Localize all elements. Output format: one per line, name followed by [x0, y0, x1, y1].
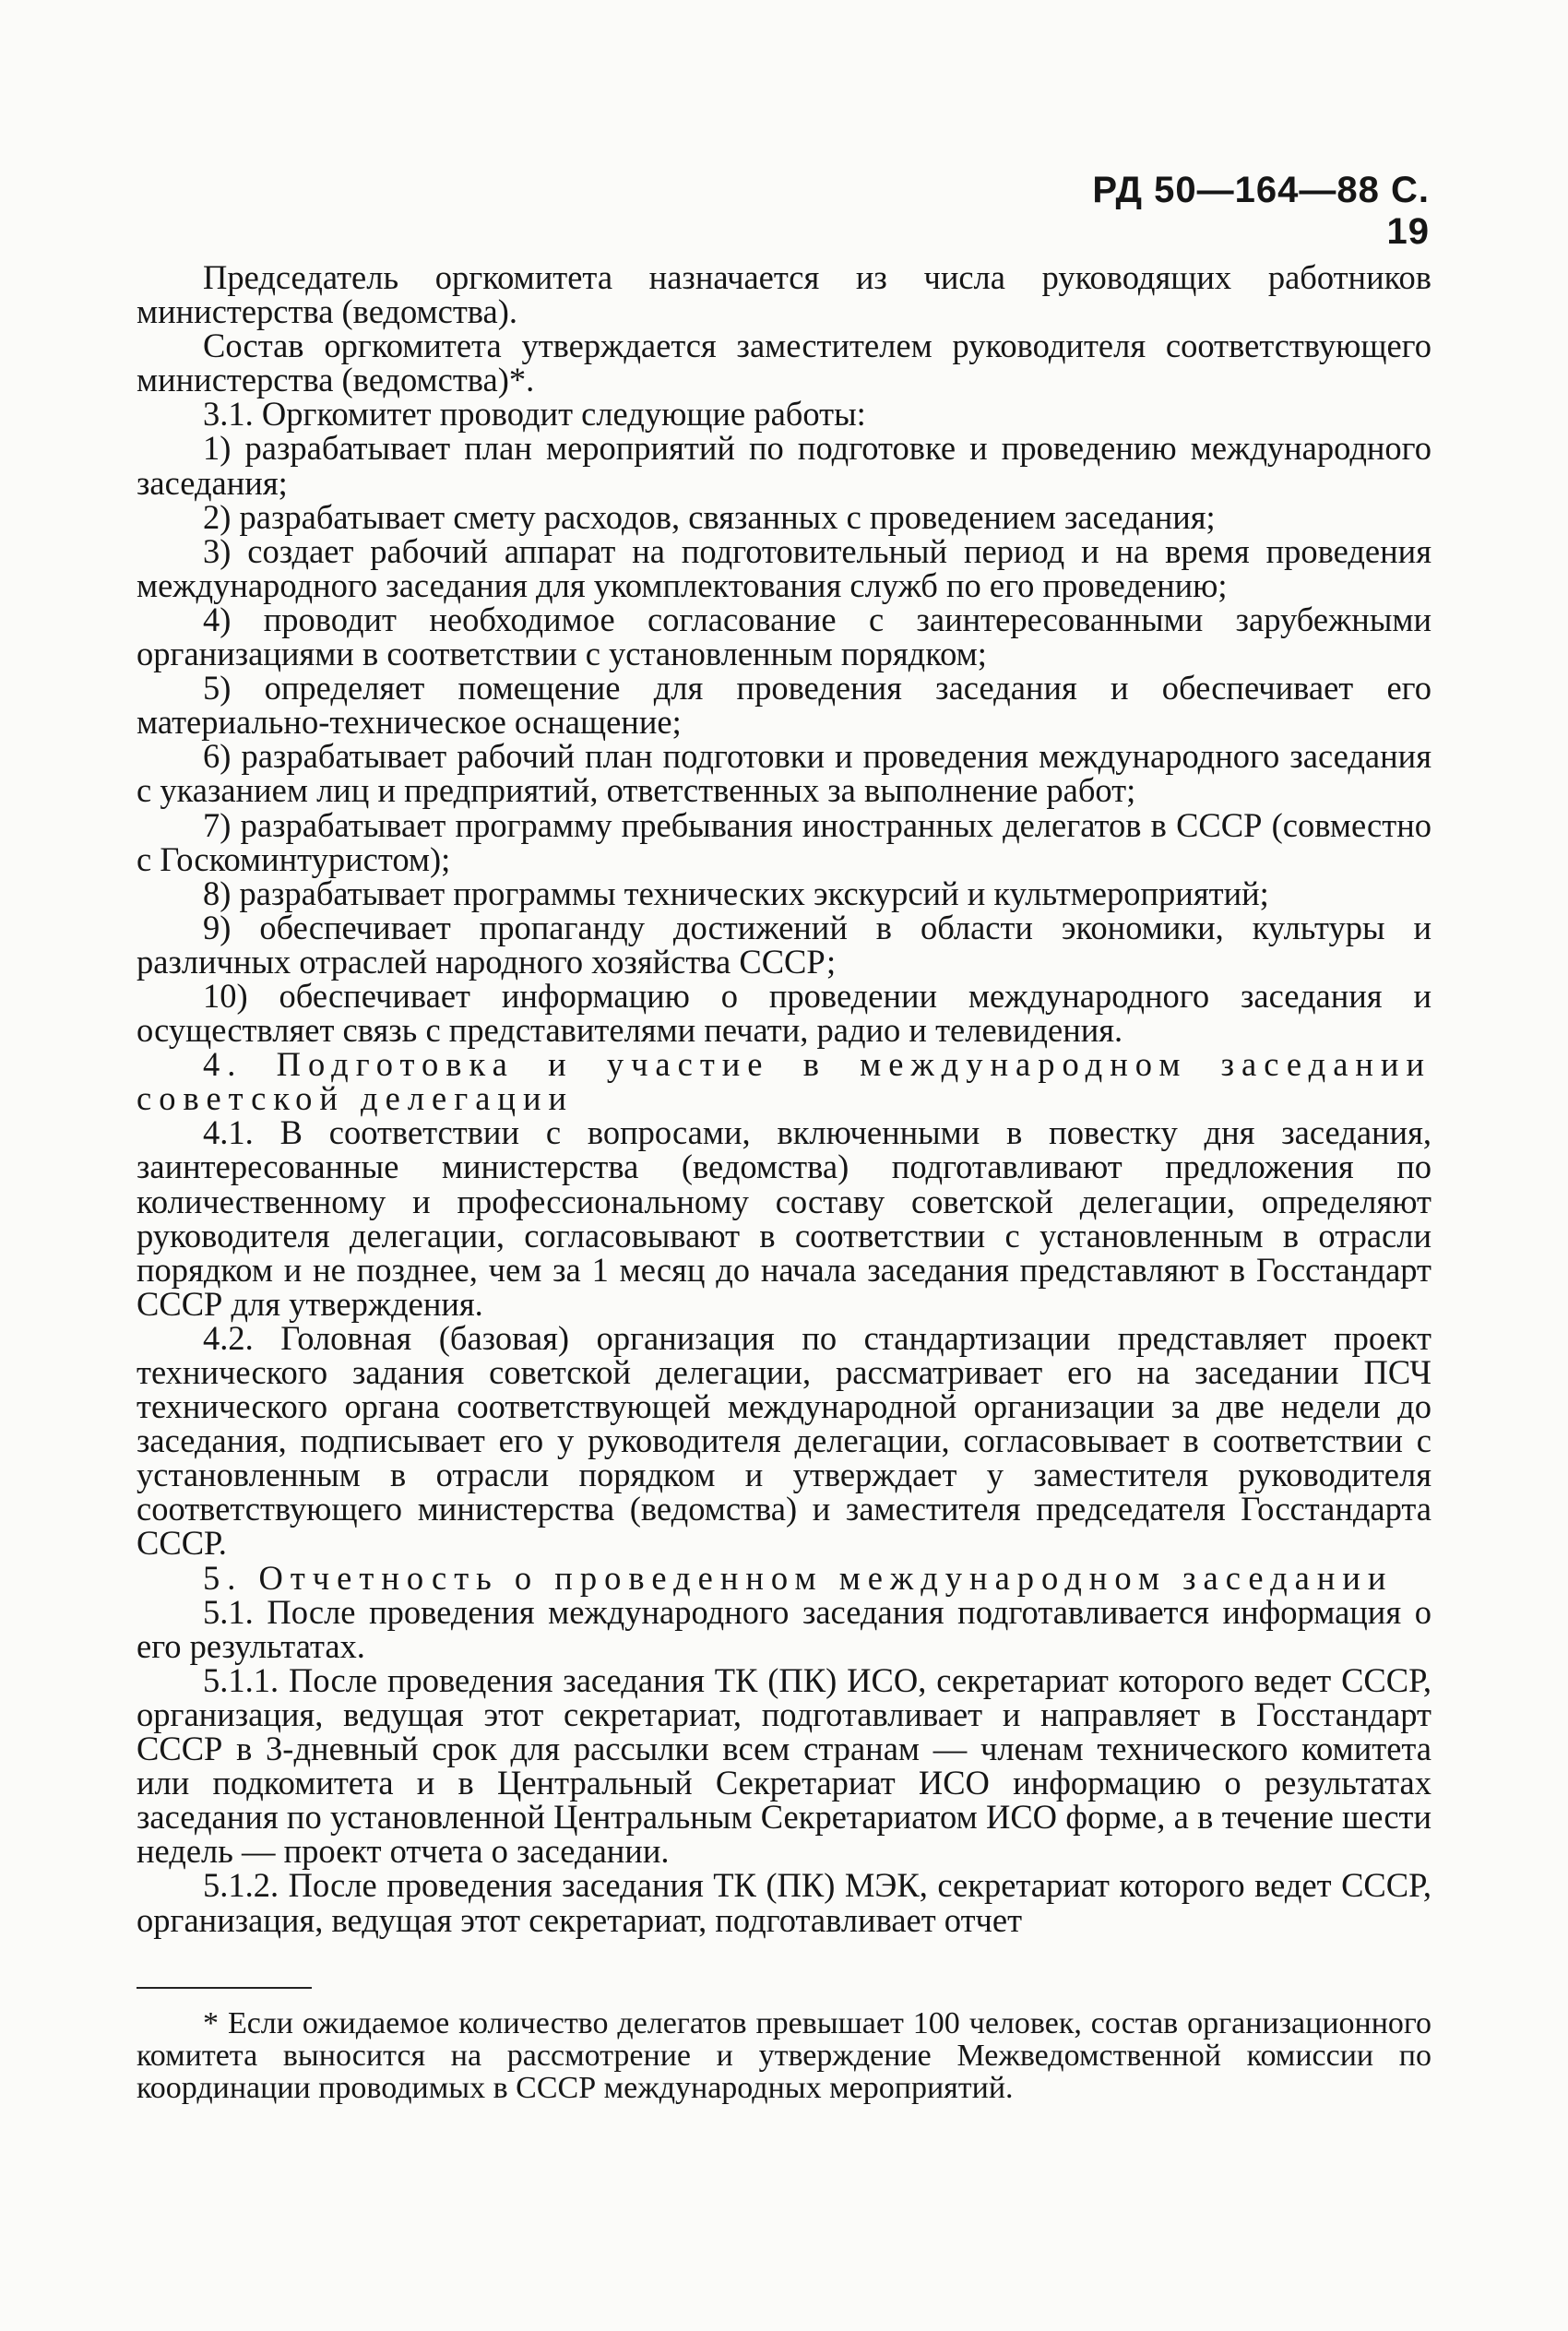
list-item: 7) разрабатывает программу пребывания иностранных делегатов в СССР (совместно с Госкоминтуристом); — [137, 805, 1431, 878]
list-item: 4) проводит необходимое согласование с заинтересованными зарубежными организациями в соответствии с установленным порядком; — [137, 600, 1431, 673]
list-item: 1) разрабатывает план мероприятий по подготовке и проведению международного заседания; — [137, 429, 1431, 502]
list-item: 3) создает рабочий аппарат на подготовительный период и на время проведения международного заседания для укомплектования служб по его проведению; — [137, 531, 1431, 604]
paragraph: 4.1. В соответствии с вопросами, включенными в повестку дня заседания, заинтересованные министерства (ведомства) подготавливают предложения по количественному и профессиональному составу советской делегации, определяют руководителя делегации, согласовывают в соответствии с установленным в отрасли порядком и не позднее, чем за 1 месяц до начала заседания представляют в Госстандарт СССР для утверждения. — [137, 1113, 1431, 1323]
list-item: 6) разрабатывает рабочий план подготовки и проведения международного заседания с указанием лиц и предприятий, ответственных за выполнение работ; — [137, 737, 1431, 810]
footnote-divider — [137, 1987, 312, 1989]
body-text — [137, 260, 1431, 1937]
paragraph: 3.1. Оргкомитет проводит следующие работы: — [203, 395, 866, 434]
list-item: 9) обеспечивает пропаганду достижений в области экономики, культуры и различных отраслей народного хозяйства СССР; — [137, 908, 1431, 981]
footnote: * Если ожидаемое количество делегатов превышает 100 человек, состав организационного комитета выносится на рассмотрение и утверждение Межведомственной комиссии по координации проводимых в СССР международных мероприятий. — [137, 2006, 1431, 2106]
paragraph: 5.1.1. После проведения заседания ТК (ПК) ИСО, секретариат которого ведет СССР, организация, ведущая этот секретариат, подготавливает и направляет в Госстандарт СССР в 3-дневный срок для рассылки всем странам — членам технического комитета или подкомитета и в Центральный Секретариат ИСО информацию о результатах заседания по установленной Центральным Секретариатом ИСО форме, а в течение шести недель — проект отчета о заседании. — [137, 1660, 1431, 1871]
list-item: 2) разрабатывает смету расходов, связанных с проведением заседания; — [203, 497, 1216, 536]
paragraph: 4.2. Головная (базовая) организация по стандартизации представляет проект технического задания советской делегации, рассматривает его на заседании ПСЧ технического органа соответствующей международной организации за две недели до заседания, подписывает его у руководителя делегации, согласовывает в соответствии с установленным в отрасли порядком и утверждает у заместителя руководителя соответствующего министерства (ведомства) и заместителя председателя Госстандарта СССР. — [137, 1318, 1431, 1563]
list-item: 10) обеспечивает информацию о проведении международного заседания и осуществляет связь с представителями печати, радио и телевидения. — [137, 976, 1431, 1050]
list-item: 8) разрабатывает программы технических экскурсий и культмероприятий; — [203, 874, 1269, 912]
paragraph: Состав оргкомитета утверждается заместителем руководителя соответствующего министерства (ведомства)*. — [137, 327, 1431, 399]
paragraph: 5.1. После проведения международного заседания подготавливается информация о его результатах. — [137, 1592, 1431, 1665]
paragraph: 5.1.2. После проведения заседания ТК (ПК) МЭК, секретариат которого ведет СССР, организация, ведущая этот секретариат, подготавливает отчет — [137, 1866, 1431, 1939]
list-item: 5) определяет помещение для проведения заседания и обеспечивает его материально-техническое оснащение; — [137, 669, 1431, 742]
paragraph: Председатель оргкомитета назначается из числа руководящих работников министерства (ведомства). — [137, 258, 1431, 331]
page-header: РД 50—164—88 С. 19 — [1092, 170, 1430, 252]
section-heading: 4. Подготовка и участие в международном заседании советской делегации — [137, 1045, 1431, 1118]
section-heading: 5. Отчетность о проведенном международном заседании — [203, 1558, 1394, 1597]
